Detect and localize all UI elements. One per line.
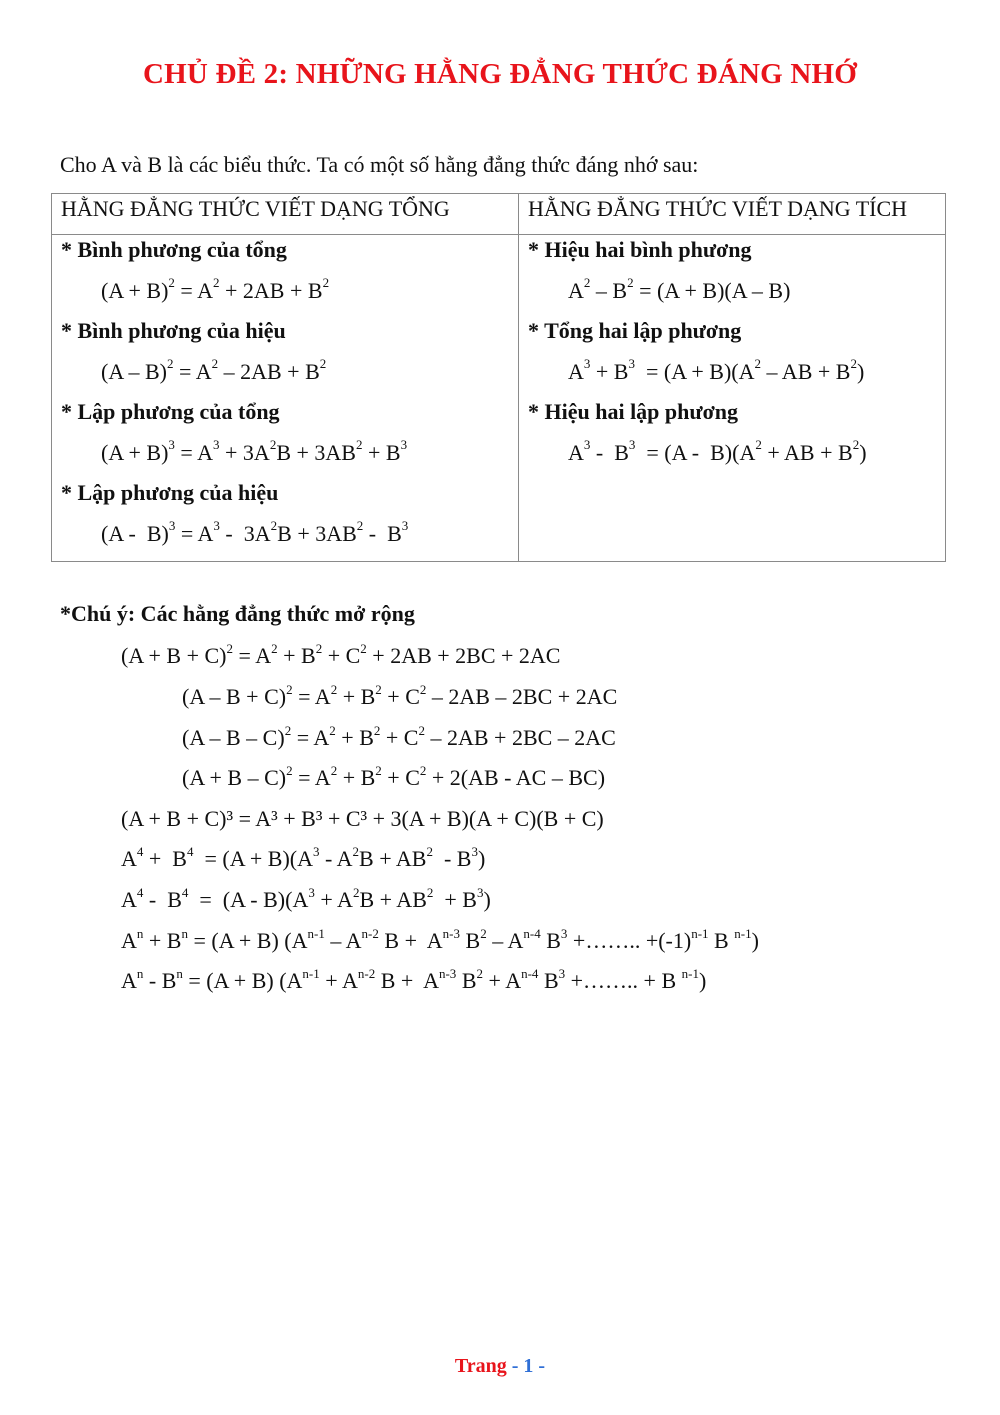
product-form-cell [519, 235, 946, 562]
header-product-form: HẰNG ĐẲNG THỨC VIẾT DẠNG TÍCH [519, 194, 946, 235]
extended-formula: (A + B + C)³ = A³ + B³ + C³ + 3(A + B)(A + C)(B + C) [121, 806, 604, 831]
extended-formula: $(A + B + C)^2 = A^2 + B^2 + C^2 + 2AB + 2BC + 2AC$ [121, 640, 561, 668]
sum-form-cell [52, 235, 519, 562]
identity-formula: $A^3 - B^3 = (A - B)(A^2$ + AB + $B^2$) [568, 437, 867, 465]
identity-formula: $(A - B)^3 = A^3 - 3A^2B + 3AB^2 - B^3$ [101, 518, 409, 546]
extended-formula: $A^n - B^n = (A + B) (A^{n-1} + A^{n-2}$ $B + A^{n-3}$ $B^2 + A^{n-4}$ $B^3$ +…….. + B $^{n-1}$) [121, 965, 707, 993]
extended-formula: $(A + B - C)^2 = A^2 + B^2 + C^2 + 2(AB$ - AC – BC) [182, 762, 606, 790]
identity-formula: $A^3 + B^3 = (A + B)(A^2$ – AB + $B^2$) [568, 356, 865, 384]
extended-formula: $A^4 + B^4 = (A + B)(A^3 - A^2B + AB^2 - B^3)$ [121, 843, 486, 871]
page-title: CHỦ ĐỀ 2: NHỮNG HẰNG ĐẲNG THỨC ĐÁNG NHỚ [143, 58, 857, 90]
extended-formula: $A^4 - B^4 = (A - B)(A^3 + A^2B + AB^2 + B^3)$ [121, 884, 491, 912]
identity-name: * Tổng hai lập phương [528, 318, 742, 343]
page-footer [0, 1355, 1000, 1378]
identities-table [51, 193, 946, 562]
extended-formula: $A^n + B^n = (A + B)$ ($A^{n-1} - A^{n-2}$ $B + A^{n-3}$ $B^2 - A^{n-4}$ $B^3$ +…….. $+(-1)^{n-1}$ B $^{n-1}$) [121, 925, 759, 953]
note-title: *Chú ý: Các hằng đẳng thức mở rộng [60, 601, 415, 626]
identity-name: * Hiệu hai bình phương [528, 237, 752, 262]
extended-formula: $(A - B - C)^2 = A^2 + B^2 + C^2 - 2AB + 2BC - 2AC$ [182, 722, 616, 750]
identity-name: * Lập phương của hiệu [61, 480, 279, 505]
identity-name: * Bình phương của hiệu [61, 318, 286, 343]
identity-formula: $(A - B)^2 = A^2 - 2AB + B^2$ [101, 356, 327, 384]
extended-formula: $(A - B + C)^2 = A^2 + B^2 + C^2 - 2AB - 2BC + 2AC$ [182, 681, 618, 709]
footer-page-number: - 1 - [511, 1355, 546, 1377]
identity-formula: $(A + B)^3 = A^3 + 3A^2B + 3AB^2 + B^3$ [101, 437, 408, 465]
header-sum-form: HẰNG ĐẲNG THỨC VIẾT DẠNG TỔNG [52, 194, 519, 235]
identity-name: * Bình phương của tổng [61, 237, 287, 262]
identity-formula: $(A + B)^2 = A^2 + 2AB + B^2$ [101, 275, 330, 303]
identity-formula: $A^2 - B^2 = (A + B)(A - B)$ [568, 275, 791, 303]
intro-text: Cho A và B là các biểu thức. Ta có một số hằng đẳng thức đáng nhớ sau: [60, 152, 699, 177]
identity-name: * Hiệu hai lập phương [528, 399, 739, 424]
identity-name: * Lập phương của tổng [61, 399, 280, 424]
footer-page-word: Trang [454, 1355, 507, 1377]
